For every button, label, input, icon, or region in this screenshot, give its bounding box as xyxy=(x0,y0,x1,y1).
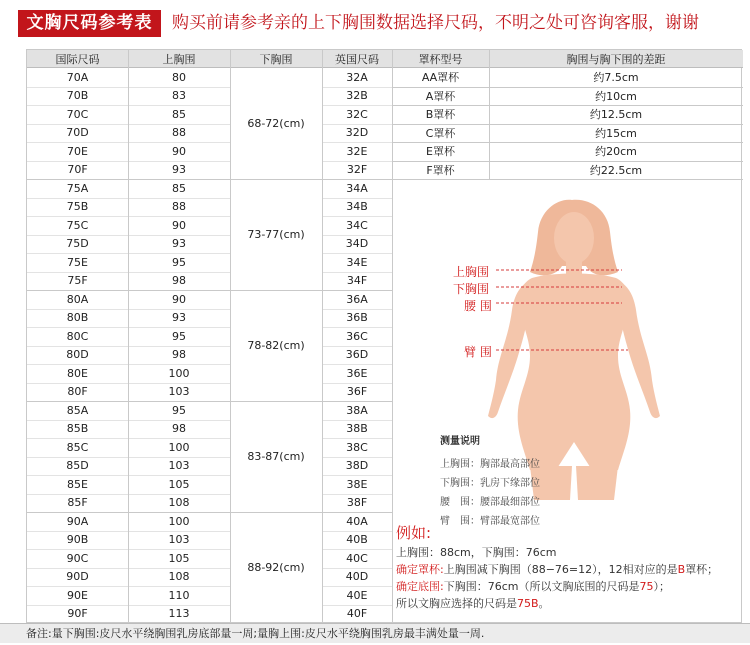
example-band-text: 下胸围：76cm（所以文胸底围的尺码是 xyxy=(443,580,640,593)
example-cup-end: 罩杯； xyxy=(685,563,719,576)
under-bust-cell: 83-87(cm) xyxy=(247,450,305,463)
column-header: 英国尺码 xyxy=(322,50,392,68)
cup-type-cell: E罩杯 xyxy=(426,145,455,159)
upper-bust-cell: 100 xyxy=(168,440,190,454)
uk-size-cell: 32D xyxy=(345,126,369,140)
upper-bust-cell: 88 xyxy=(172,126,186,140)
cup-type-cell: A罩杯 xyxy=(425,89,456,103)
intl-size-cell: 85E xyxy=(67,477,88,491)
column-header: 胸围与胸下围的差距 xyxy=(489,50,743,68)
example-line-4 xyxy=(396,595,740,612)
under-bust-cell: 73-77(cm) xyxy=(247,228,305,241)
intl-size-cell: 85D xyxy=(66,459,89,473)
uk-size-cell: 36D xyxy=(345,348,369,362)
cup-diff-cell: 约12.5cm xyxy=(589,108,643,122)
label-hip: 臂 围 xyxy=(464,345,492,359)
intl-size-cell: 80A xyxy=(66,292,89,306)
uk-size-cell: 38E xyxy=(346,477,368,491)
example-band-value: 75 xyxy=(639,580,654,593)
intl-size-cell: 75B xyxy=(66,200,89,214)
example-box xyxy=(396,522,740,612)
upper-bust-cell: 98 xyxy=(172,274,186,288)
column-divider xyxy=(322,50,323,622)
upper-bust-cell: 100 xyxy=(168,514,190,528)
intl-size-cell: 70D xyxy=(66,126,89,140)
example-cup-value: B xyxy=(677,563,686,576)
intl-size-cell: 90A xyxy=(66,514,89,528)
intl-size-cell: 80B xyxy=(66,311,89,325)
column-header: 下胸围 xyxy=(230,50,322,68)
column-divider xyxy=(489,50,490,179)
intl-size-cell: 70F xyxy=(67,163,88,177)
uk-size-cell: 40E xyxy=(346,588,368,602)
upper-bust-cell: 110 xyxy=(168,588,190,602)
uk-size-cell: 32A xyxy=(346,70,368,84)
under-bust-cell: 68-72(cm) xyxy=(247,117,305,130)
uk-size-cell: 36E xyxy=(346,366,368,380)
upper-bust-cell: 93 xyxy=(172,311,186,325)
example-band-end: ）； xyxy=(653,580,670,593)
upper-bust-cell: 105 xyxy=(168,477,190,491)
example-result-value: 75B xyxy=(517,597,539,610)
uk-size-cell: 32C xyxy=(346,107,368,121)
upper-bust-cell: 90 xyxy=(172,144,186,158)
example-line-2 xyxy=(396,561,740,578)
intl-size-cell: 75A xyxy=(66,181,89,195)
upper-bust-cell: 108 xyxy=(168,570,190,584)
intl-size-cell: 70A xyxy=(66,70,89,84)
example-band-label: 确定底围: xyxy=(396,580,444,593)
upper-bust-cell: 95 xyxy=(172,329,186,343)
header xyxy=(0,0,750,46)
uk-size-cell: 32F xyxy=(346,163,368,177)
upper-bust-cell: 98 xyxy=(172,348,186,362)
label-waist: 腰 围 xyxy=(464,299,492,313)
upper-bust-cell: 80 xyxy=(172,70,186,84)
uk-size-cell: 34A xyxy=(346,181,368,195)
legend-line: 臂 围：臂部最宽部位 xyxy=(440,516,540,527)
intl-size-cell: 85F xyxy=(67,496,88,510)
upper-bust-cell: 85 xyxy=(172,107,186,121)
intl-size-cell: 80F xyxy=(67,385,88,399)
uk-size-cell: 38D xyxy=(345,459,369,473)
upper-bust-cell: 113 xyxy=(168,607,190,621)
uk-size-cell: 36A xyxy=(346,292,368,306)
under-bust-cell: 78-82(cm) xyxy=(247,339,305,352)
upper-bust-cell: 98 xyxy=(172,422,186,436)
example-result-end: 。 xyxy=(538,597,550,610)
intl-size-cell: 75C xyxy=(66,218,89,232)
intl-size-cell: 85B xyxy=(66,422,89,436)
intl-size-cell: 90D xyxy=(66,570,89,584)
legend-title: 测量说明 xyxy=(440,436,480,447)
cup-diff-cell: 约7.5cm xyxy=(593,71,639,85)
upper-bust-cell: 103 xyxy=(168,533,190,547)
uk-size-cell: 34F xyxy=(346,274,368,288)
intl-size-cell: 80E xyxy=(67,366,88,380)
uk-size-cell: 38A xyxy=(346,403,368,417)
intl-size-cell: 80C xyxy=(66,329,89,343)
example-cup-text: 上胸围减下胸围（88−76=12），12相对应的是 xyxy=(443,563,678,576)
example-cup-label: 确定罩杯: xyxy=(396,563,444,576)
uk-size-cell: 40A xyxy=(346,514,368,528)
uk-size-cell: 40C xyxy=(346,551,368,565)
uk-size-cell: 34E xyxy=(346,255,368,269)
intl-size-cell: 75E xyxy=(67,255,88,269)
legend-line: 腰 围：腰部最细部位 xyxy=(440,497,540,508)
uk-size-cell: 40D xyxy=(345,570,369,584)
example-line-1: 上胸围：88cm，下胸围：76cm xyxy=(396,546,557,559)
uk-size-cell: 34B xyxy=(346,200,368,214)
cup-diff-cell: 约22.5cm xyxy=(589,163,643,177)
upper-bust-cell: 100 xyxy=(168,366,190,380)
intl-size-cell: 75D xyxy=(66,237,89,251)
intl-size-cell: 70E xyxy=(67,144,88,158)
upper-bust-cell: 83 xyxy=(172,89,186,103)
upper-bust-cell: 103 xyxy=(168,385,190,399)
under-bust-cell: 88-92(cm) xyxy=(247,561,305,574)
cup-type-cell: F罩杯 xyxy=(426,163,455,177)
upper-bust-cell: 103 xyxy=(168,459,190,473)
uk-size-cell: 34D xyxy=(345,237,369,251)
uk-size-cell: 40F xyxy=(346,607,368,621)
upper-bust-cell: 105 xyxy=(168,551,190,565)
uk-size-cell: 36C xyxy=(346,329,368,343)
intl-size-cell: 70C xyxy=(66,107,89,121)
uk-size-cell: 36B xyxy=(346,311,368,325)
cup-diff-cell: 约20cm xyxy=(595,145,637,159)
column-header: 国际尺码 xyxy=(27,50,128,68)
intl-size-cell: 90E xyxy=(67,588,88,602)
intl-size-cell: 85A xyxy=(66,403,89,417)
intl-size-cell: 80D xyxy=(66,348,89,362)
cup-type-cell: B罩杯 xyxy=(425,108,456,122)
column-header: 罩杯型号 xyxy=(392,50,489,68)
legend-line: 上胸围：胸部最高部位 xyxy=(440,459,540,470)
intl-size-cell: 90F xyxy=(67,607,88,621)
intl-size-cell: 85C xyxy=(66,440,89,454)
cup-diff-cell: 约10cm xyxy=(595,89,637,103)
intl-size-cell: 75F xyxy=(67,274,88,288)
example-line-3 xyxy=(396,578,740,595)
measure-legend xyxy=(440,432,610,531)
upper-bust-cell: 108 xyxy=(168,496,190,510)
upper-bust-cell: 90 xyxy=(172,292,186,306)
column-header: 上胸围 xyxy=(128,50,230,68)
upper-bust-cell: 90 xyxy=(172,218,186,232)
uk-size-cell: 38F xyxy=(346,496,368,510)
intl-size-cell: 90B xyxy=(66,533,89,547)
title-badge: 文胸尺码参考表 xyxy=(18,10,161,37)
column-divider xyxy=(230,50,231,622)
legend-line: 下胸围：乳房下缘部位 xyxy=(440,478,540,489)
upper-bust-cell: 95 xyxy=(172,255,186,269)
intl-size-cell: 70B xyxy=(66,89,89,103)
uk-size-cell: 38C xyxy=(346,440,368,454)
intl-size-cell: 90C xyxy=(66,551,89,565)
example-result-text: 所以文胸应选择的尺码是 xyxy=(396,597,517,610)
cup-type-cell: C罩杯 xyxy=(425,126,456,140)
example-heading: 例如: xyxy=(396,524,432,542)
label-under-bust: 下胸围 xyxy=(453,282,490,296)
uk-size-cell: 38B xyxy=(346,422,368,436)
upper-bust-cell: 85 xyxy=(172,181,186,195)
upper-bust-cell: 93 xyxy=(172,163,186,177)
column-divider xyxy=(392,50,393,179)
uk-size-cell: 32B xyxy=(346,89,368,103)
headline: 购买前请参考亲的上下胸围数据选择尺码，不明之处可咨询客服，谢谢 xyxy=(172,13,699,33)
uk-size-cell: 40B xyxy=(346,533,368,547)
column-divider xyxy=(128,50,129,622)
upper-bust-cell: 95 xyxy=(172,403,186,417)
upper-bust-cell: 88 xyxy=(172,200,186,214)
footer-note: 备注:量下胸围:皮尺水平绕胸围乳房底部量一周;量胸上围:皮尺水平绕胸围乳房最丰满处量一周. xyxy=(0,623,750,643)
label-upper-bust: 上胸围 xyxy=(453,265,490,279)
upper-bust-cell: 93 xyxy=(172,237,186,251)
uk-size-cell: 34C xyxy=(346,218,368,232)
cup-type-cell: AA罩杯 xyxy=(421,71,460,85)
uk-size-cell: 32E xyxy=(346,144,368,158)
uk-size-cell: 36F xyxy=(346,385,368,399)
cup-diff-cell: 约15cm xyxy=(595,126,637,140)
